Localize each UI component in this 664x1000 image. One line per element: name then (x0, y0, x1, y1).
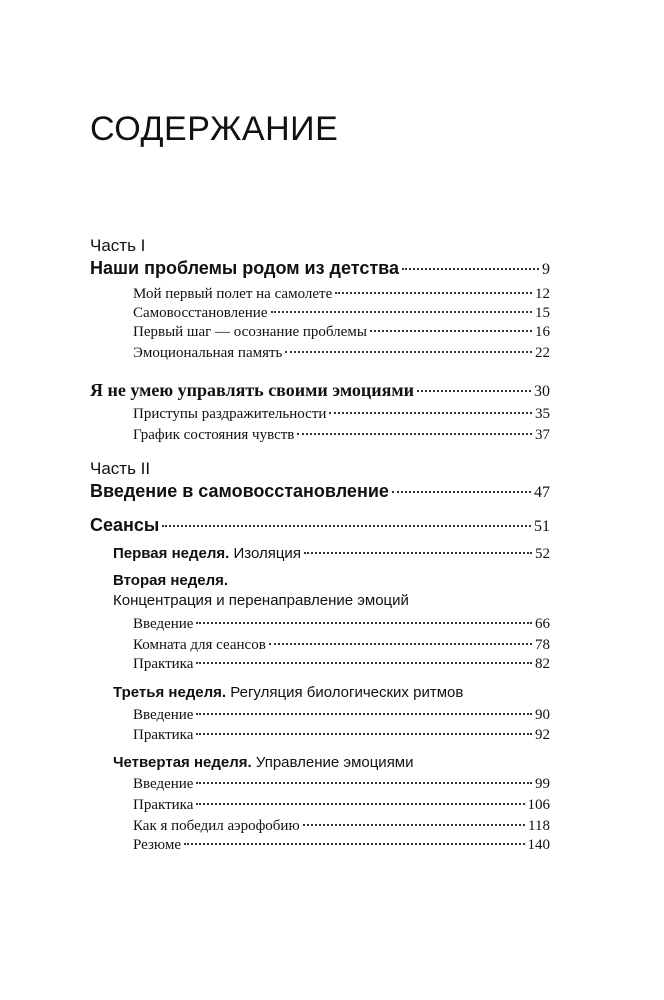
dot-leader (196, 733, 532, 735)
toc-entry-label: Самовосстановление (133, 305, 268, 321)
toc-entry-label: Я не умею управлять своими эмоциями (90, 380, 415, 400)
week-subtitle: Управление эмоциями (251, 754, 414, 771)
week-subtitle: Изоляция (229, 545, 301, 562)
toc-chapter-4[interactable] (90, 515, 550, 537)
toc-entry-page: 118 (528, 818, 550, 834)
toc-entry-label: Практика (133, 656, 194, 672)
dot-leader (184, 843, 524, 845)
toc-entry[interactable] (133, 725, 550, 745)
toc-chapter-3[interactable] (90, 481, 550, 503)
toc-chapter-2[interactable] (90, 380, 550, 402)
dot-leader (196, 662, 532, 664)
toc-entry-label: Как я победил аэрофобию (133, 818, 300, 834)
toc-entry-label: Введение (133, 776, 194, 792)
toc-entry-page: 35 (535, 406, 550, 422)
toc-entry[interactable] (133, 322, 550, 342)
dot-leader (196, 782, 532, 784)
dot-leader (285, 351, 532, 353)
toc-entry[interactable] (133, 425, 550, 445)
dot-leader (304, 552, 532, 554)
toc-entry-label: Наши проблемы родом из детства (90, 258, 399, 278)
toc-entry[interactable] (133, 303, 550, 323)
dot-leader (297, 433, 532, 435)
toc-entry-label: Введение (133, 616, 194, 632)
dot-leader (271, 311, 533, 313)
toc-entry-label: График состояния чувств (133, 427, 295, 443)
week-title: Вторая неделя. (113, 572, 229, 589)
toc-entry-page: 47 (534, 484, 550, 501)
page-title: СОДЕРЖАНИЕ (90, 110, 339, 148)
toc-entry-page: 66 (535, 616, 550, 632)
dot-leader (370, 330, 532, 332)
toc-entry-label: Мой первый полет на самолете (133, 286, 333, 302)
dot-leader (402, 268, 539, 270)
toc-chapter-1[interactable] (90, 258, 550, 280)
toc-entry-page: 92 (535, 727, 550, 743)
toc-entry-page: 90 (535, 707, 550, 723)
toc-entry[interactable] (133, 284, 550, 304)
part-heading-1: Часть I (90, 236, 146, 255)
dot-leader (335, 292, 532, 294)
toc-entry[interactable] (133, 614, 550, 634)
toc-entry-label: Комната для сеансов (133, 637, 266, 653)
week-title: Первая неделя. (113, 545, 230, 562)
toc-entry-label: Первый шаг — осознание проблемы (133, 324, 367, 340)
toc-entry-label: Эмоциональная память (133, 345, 283, 361)
week-title: Третья неделя. (113, 684, 227, 701)
dot-leader (303, 824, 525, 826)
toc-entry-label: Сеансы (90, 515, 160, 535)
toc-entry-page: 37 (535, 427, 550, 443)
dot-leader (162, 525, 531, 527)
toc-entry-page: 140 (527, 837, 550, 853)
toc-entry-label: Практика (133, 797, 194, 813)
toc-entry-page: 52 (535, 546, 550, 562)
dot-leader (196, 622, 532, 624)
toc-entry-page: 51 (534, 518, 550, 535)
week-subtitle: Регуляция биологических ритмов (226, 684, 464, 701)
toc-entry-page: 16 (535, 324, 550, 340)
toc-entry[interactable] (133, 343, 550, 363)
toc-week-4-title[interactable] (113, 753, 414, 773)
toc-entry-page: 106 (527, 797, 550, 813)
toc-week-2-title[interactable] (113, 571, 228, 591)
dot-leader (269, 643, 532, 645)
toc-entry-page: 22 (535, 345, 550, 361)
toc-entry[interactable] (133, 404, 550, 424)
toc-entry-label: Практика (133, 727, 194, 743)
dot-leader (196, 713, 532, 715)
toc-entry-label: Резюме (133, 837, 182, 853)
toc-week-2-subtitle: Концентрация и перенаправление эмоций (113, 592, 409, 609)
dot-leader (329, 412, 532, 414)
dot-leader (417, 390, 531, 392)
toc-entry-label: Приступы раздражительности (133, 406, 327, 422)
toc-week-3-title[interactable] (113, 683, 463, 703)
toc-entry[interactable] (133, 835, 550, 855)
toc-entry-page: 15 (535, 305, 550, 321)
toc-entry[interactable] (133, 705, 550, 725)
toc-entry-page: 30 (534, 383, 550, 400)
toc-entry[interactable] (133, 816, 550, 836)
toc-entry[interactable] (133, 654, 550, 674)
toc-entry[interactable] (133, 774, 550, 794)
toc-entry-page: 9 (542, 261, 550, 278)
toc-entry-page: 78 (535, 637, 550, 653)
toc-entry-page: 82 (535, 656, 550, 672)
dot-leader (196, 803, 524, 805)
dot-leader (392, 491, 531, 493)
toc-entry-label: Введение в самовосстановление (90, 481, 389, 501)
week-title: Четвертая неделя. (113, 754, 252, 771)
toc-entry-page: 99 (535, 776, 550, 792)
toc-entry-label: Введение (133, 707, 194, 723)
toc-entry[interactable] (133, 635, 550, 655)
toc-week-1[interactable] (113, 544, 550, 564)
toc-entry-page: 12 (535, 286, 550, 302)
part-heading-2: Часть II (90, 459, 151, 478)
toc-entry[interactable] (133, 795, 550, 815)
